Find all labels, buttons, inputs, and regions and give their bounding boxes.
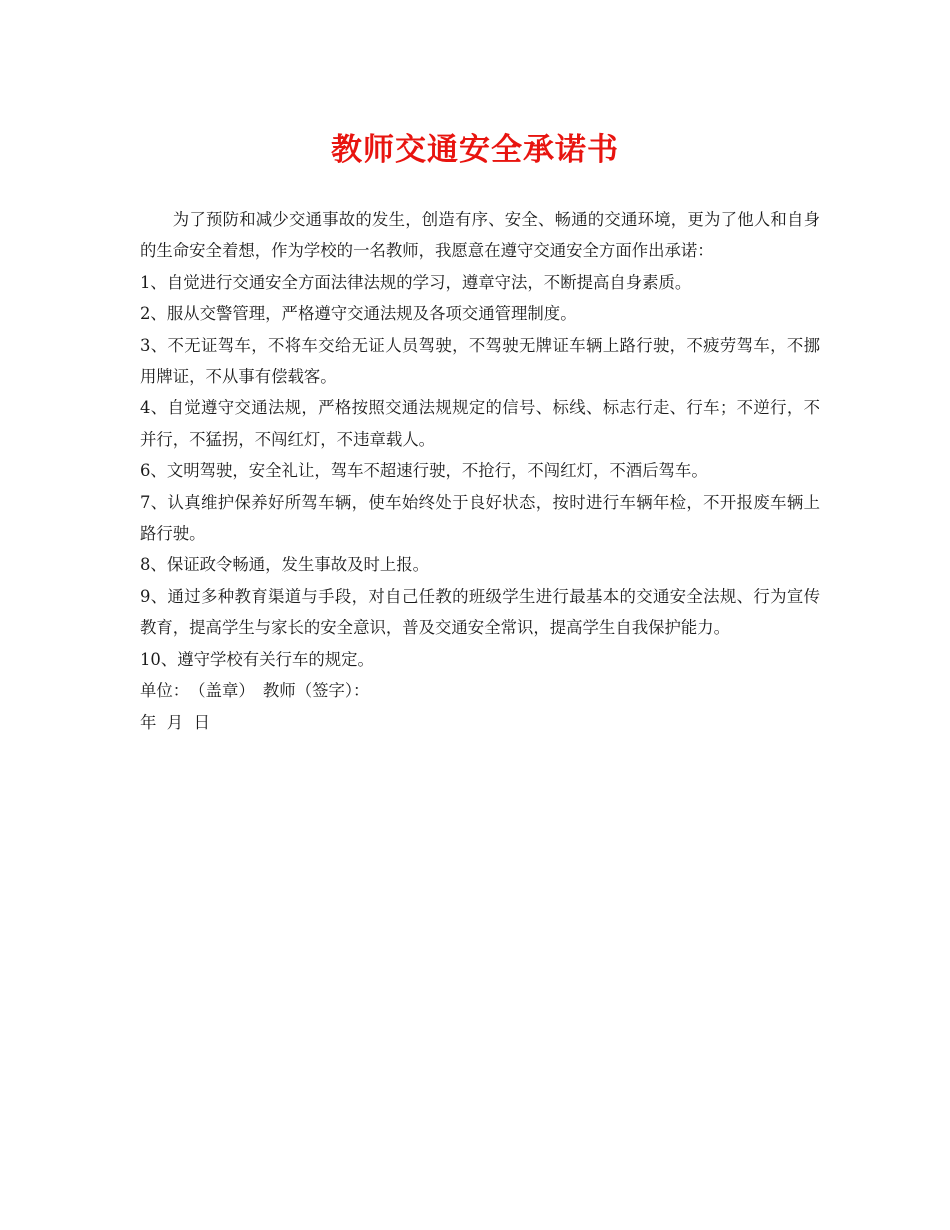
commitment-item-8: 8、保证政令畅通，发生事故及时上报。 xyxy=(140,555,430,575)
commitment-item-6: 6、文明驾驶，安全礼让，驾车不超速行驶，不抢行，不闯红灯，不酒后驾车。 xyxy=(140,461,708,481)
commitment-item-3: 3、不无证驾车，不将车交给无证人员驾驶，不驾驶无牌证车辆上路行驶，不疲劳驾车，不挪用牌证，不从事有偿载客。 xyxy=(140,335,820,387)
commitment-item-9: 9、通过多种教育渠道与手段，对自己任教的班级学生进行最基本的交通安全法规、行为宣传教育，提高学生与家长的安全意识，普及交通安全常识，提高学生自我保护能力。 xyxy=(140,586,820,638)
document-body xyxy=(140,204,820,738)
commitment-item-4: 4、自觉遵守交通法规，严格按照交通法规规定的信号、标线、标志行走、行车；不逆行，不并行，不猛拐，不闯红灯，不违章载人。 xyxy=(140,398,820,449)
document-title: 教师交通安全承诺书 xyxy=(331,132,619,168)
commitment-item-7: 7、认真维护保养好所驾车辆，使车始终处于良好状态，按时进行车辆年检，不开报废车辆上路行驶。 xyxy=(140,492,820,544)
intro-paragraph: 为了预防和减少交通事故的发生，创造有序、安全、畅通的交通环境，更为了他人和自身的生命安全着想，作为学校的一名教师，我愿意在遵守交通安全方面作出承诺： xyxy=(140,210,820,261)
commitment-item-1: 1、自觉进行交通安全方面法律法规的学习，遵章守法，不断提高自身素质。 xyxy=(140,272,692,292)
signature-line: 单位： （盖章） 教师（签字）： xyxy=(140,681,370,701)
commitment-item-10: 10、遵守学校有关行车的规定。 xyxy=(140,649,374,669)
date-line: 年 月 日 xyxy=(140,712,211,732)
commitment-item-2: 2、服从交警管理，严格遵守交通法规及各项交通管理制度。 xyxy=(140,304,577,324)
